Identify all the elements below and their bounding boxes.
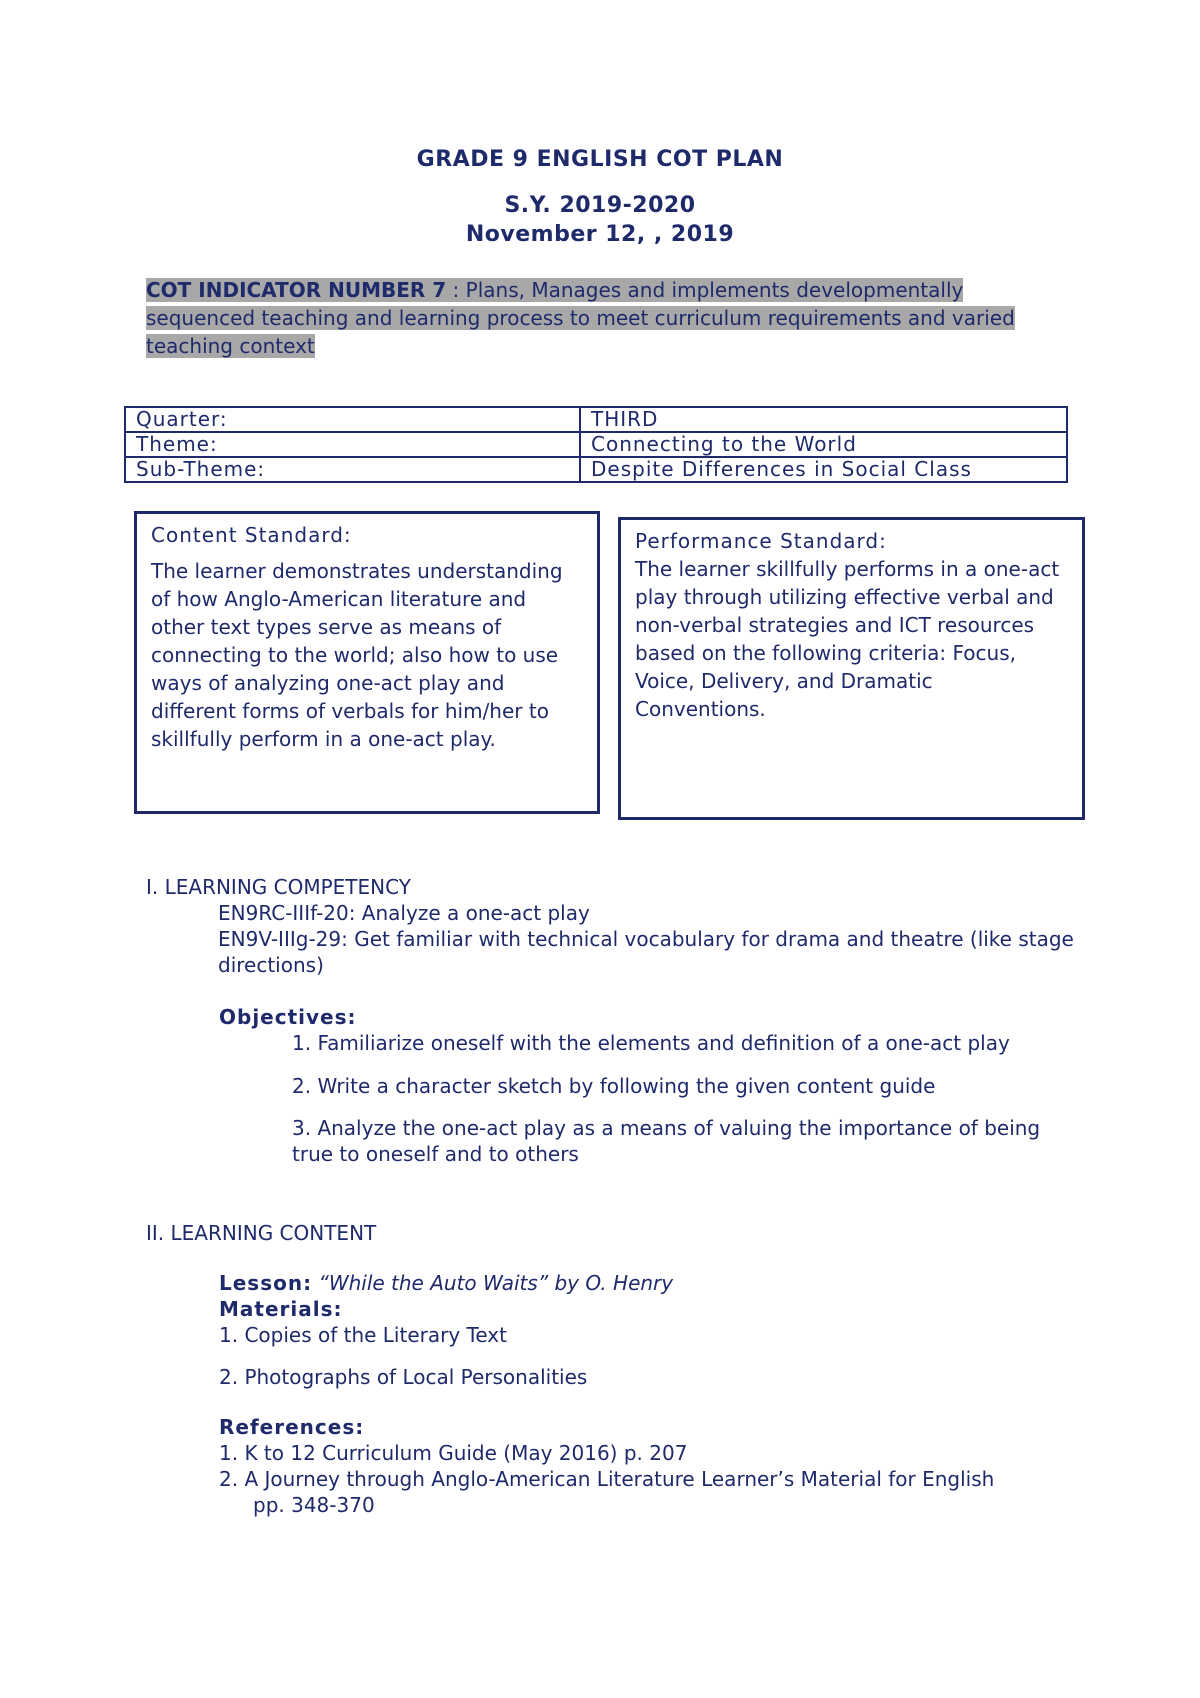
page-title: GRADE 9 ENGLISH COT PLAN	[416, 147, 784, 172]
subtheme-key: Sub-Theme:	[125, 457, 580, 482]
performance-standard-heading: Performance Standard:	[635, 529, 887, 553]
objective-item: 2. Write a character sketch by following the given content guide	[292, 1074, 936, 1098]
learning-content-section	[219, 1270, 1079, 1518]
lesson-date: November 12, , 2019	[465, 222, 735, 247]
content-standard-box	[134, 511, 600, 814]
subtheme-value: Despite Differences in Social Class	[580, 457, 1067, 482]
content-standard-body: The learner demonstrates understanding of how Anglo-American literature and other text types serve as means of connecting to the world; also how to use ways of analyzing one-act play and different forms of verbals for him/her to skillfully perform in a one-act play.	[151, 559, 563, 751]
cot-indicator-text: : Plans, Manages and implements developmentally sequenced teaching and learning process to meet curriculum requirements and varied teaching context	[146, 278, 1015, 358]
school-year: S.Y. 2019-2020	[504, 193, 696, 218]
theme-key: Theme:	[125, 432, 580, 457]
theme-value: Connecting to the World	[580, 432, 1067, 457]
content-standard-colon: :	[343, 523, 351, 547]
reference-item: 2. A Journey through Anglo-American Literature Learner’s Material for English	[219, 1467, 995, 1491]
objective-item: 3. Analyze the one-act play as a means of valuing the importance of being true to oneself and to others	[292, 1116, 1041, 1166]
references-label: References:	[219, 1415, 365, 1439]
quarter-value: THIRD	[580, 407, 1067, 432]
objectives-section	[219, 1004, 1079, 1167]
quarter-key: Quarter:	[125, 407, 580, 432]
learning-content-heading: II. LEARNING CONTENT	[146, 1221, 377, 1245]
lesson-title: “While the Auto Waits” by O. Henry	[318, 1271, 674, 1295]
performance-standard-box	[618, 517, 1085, 820]
reference-item: 1. K to 12 Curriculum Guide (May 2016) p. 207	[219, 1441, 688, 1465]
table-row	[125, 457, 1067, 482]
competency-item: EN9V-IIIg-29: Get familiar with technical vocabulary for drama and theatre (like stage directions)	[218, 927, 1074, 977]
content-standard-heading: Content Standard	[151, 523, 344, 547]
reference-pages: pp. 348-370	[253, 1493, 375, 1517]
learning-competency-heading: I. LEARNING COMPETENCY	[146, 875, 411, 899]
learning-competency-section	[146, 874, 1096, 978]
performance-standard-body: The learner skillfully performs in a one-act play through utilizing effective verbal and non-verbal strategies and ICT resources based on the following criteria: Focus, Voice, Delivery, and Dramatic Conventions.	[635, 557, 1060, 721]
lesson-label: Lesson:	[219, 1271, 313, 1295]
material-item: 2. Photographs of Local Personalities	[219, 1365, 588, 1389]
competency-item: EN9RC-IIIf-20: Analyze a one-act play	[218, 901, 590, 925]
info-table	[124, 406, 1068, 483]
material-item: 1. Copies of the Literary Text	[219, 1323, 507, 1347]
materials-label: Materials:	[219, 1297, 343, 1321]
objective-item: 1. Familiarize oneself with the elements and definition of a one-act play	[292, 1031, 1010, 1055]
table-row	[125, 432, 1067, 457]
table-row	[125, 407, 1067, 432]
cot-indicator	[146, 276, 1066, 360]
objectives-heading: Objectives:	[219, 1005, 357, 1029]
cot-indicator-label: COT INDICATOR NUMBER 7	[146, 278, 447, 302]
